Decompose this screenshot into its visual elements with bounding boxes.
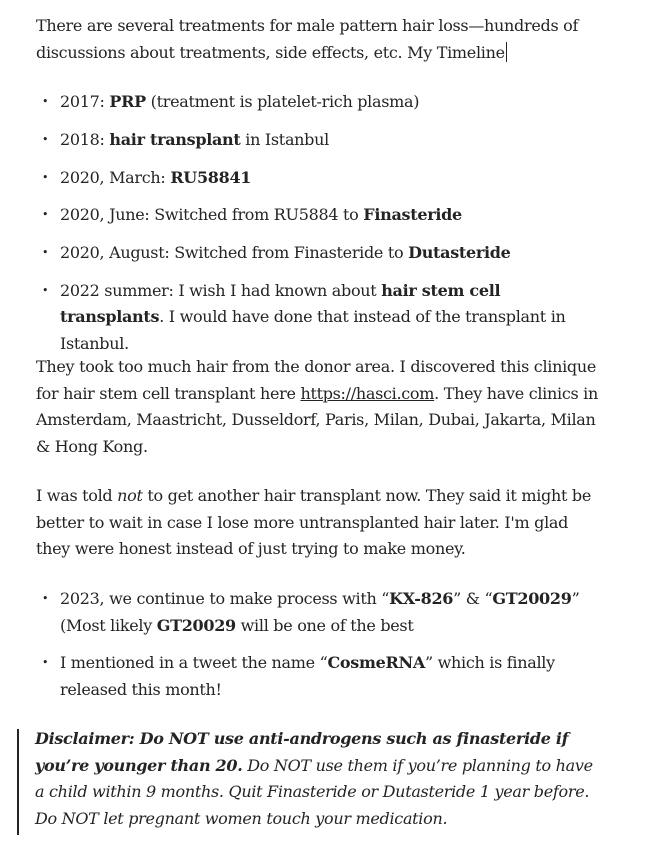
list-item: • 2020, June: Switched from RU5884 to Finasteride bbox=[36, 202, 596, 229]
hasci-link[interactable]: https://hasci.com bbox=[300, 383, 435, 403]
text-cursor bbox=[506, 42, 507, 62]
intro-paragraph bbox=[36, 13, 601, 66]
advice-paragraph: I was told not to get another hair transplant now. They said it might be better to wait in case I lose more untransplanted hair later. I'm glad they were honest instead of just trying to make money. bbox=[36, 486, 592, 558]
list-item: • 2022 summer: I wish I had known about hair stem cell transplants. I would have done that instead of the transplant in Istanbul. bbox=[36, 278, 596, 358]
future-list bbox=[36, 586, 596, 714]
timeline-list bbox=[36, 89, 596, 369]
disclaimer-blockquote bbox=[17, 729, 599, 835]
list-item: • 2017: PRP (treatment is platelet-rich plasma) bbox=[36, 89, 596, 116]
list-item: • I mentioned in a tweet the name “CosmeRNA” which is finally released this month! bbox=[36, 650, 596, 703]
list-item: • 2020, August: Switched from Finasteride to Dutasteride bbox=[36, 240, 596, 267]
disclaimer-text: Disclaimer: Do NOT use anti-androgens such as finasteride if you’re younger than 20. Do NOT use them if you’re planning to have a child within 9 months. Quit Finasteride or Dutasteride 1 year before. Do NOT let pregnant women touch your medication. bbox=[35, 729, 593, 828]
list-item: • 2018: hair transplant in Istanbul bbox=[36, 127, 596, 154]
list-item: • 2023, we continue to make process with “KX-826” & “GT20029” (Most likely GT20029 will be one of the best bbox=[36, 586, 596, 639]
donor-paragraph: They took too much hair from the donor area. I discovered this clinique for hair stem cell transplant here https://hasci.com. They have clinics in Amsterdam, Maastricht, Dusseldorf, Paris, Milan, Dubai, Jakarta, Milan & Hong Kong. bbox=[36, 357, 599, 456]
emphasis-not: not bbox=[117, 486, 143, 505]
intro-text: There are several treatments for male pattern hair loss—hundreds of discussions about treatments, side effects, etc. My Timeline bbox=[36, 16, 579, 62]
list-item: • 2020, March: RU58841 bbox=[36, 165, 596, 192]
